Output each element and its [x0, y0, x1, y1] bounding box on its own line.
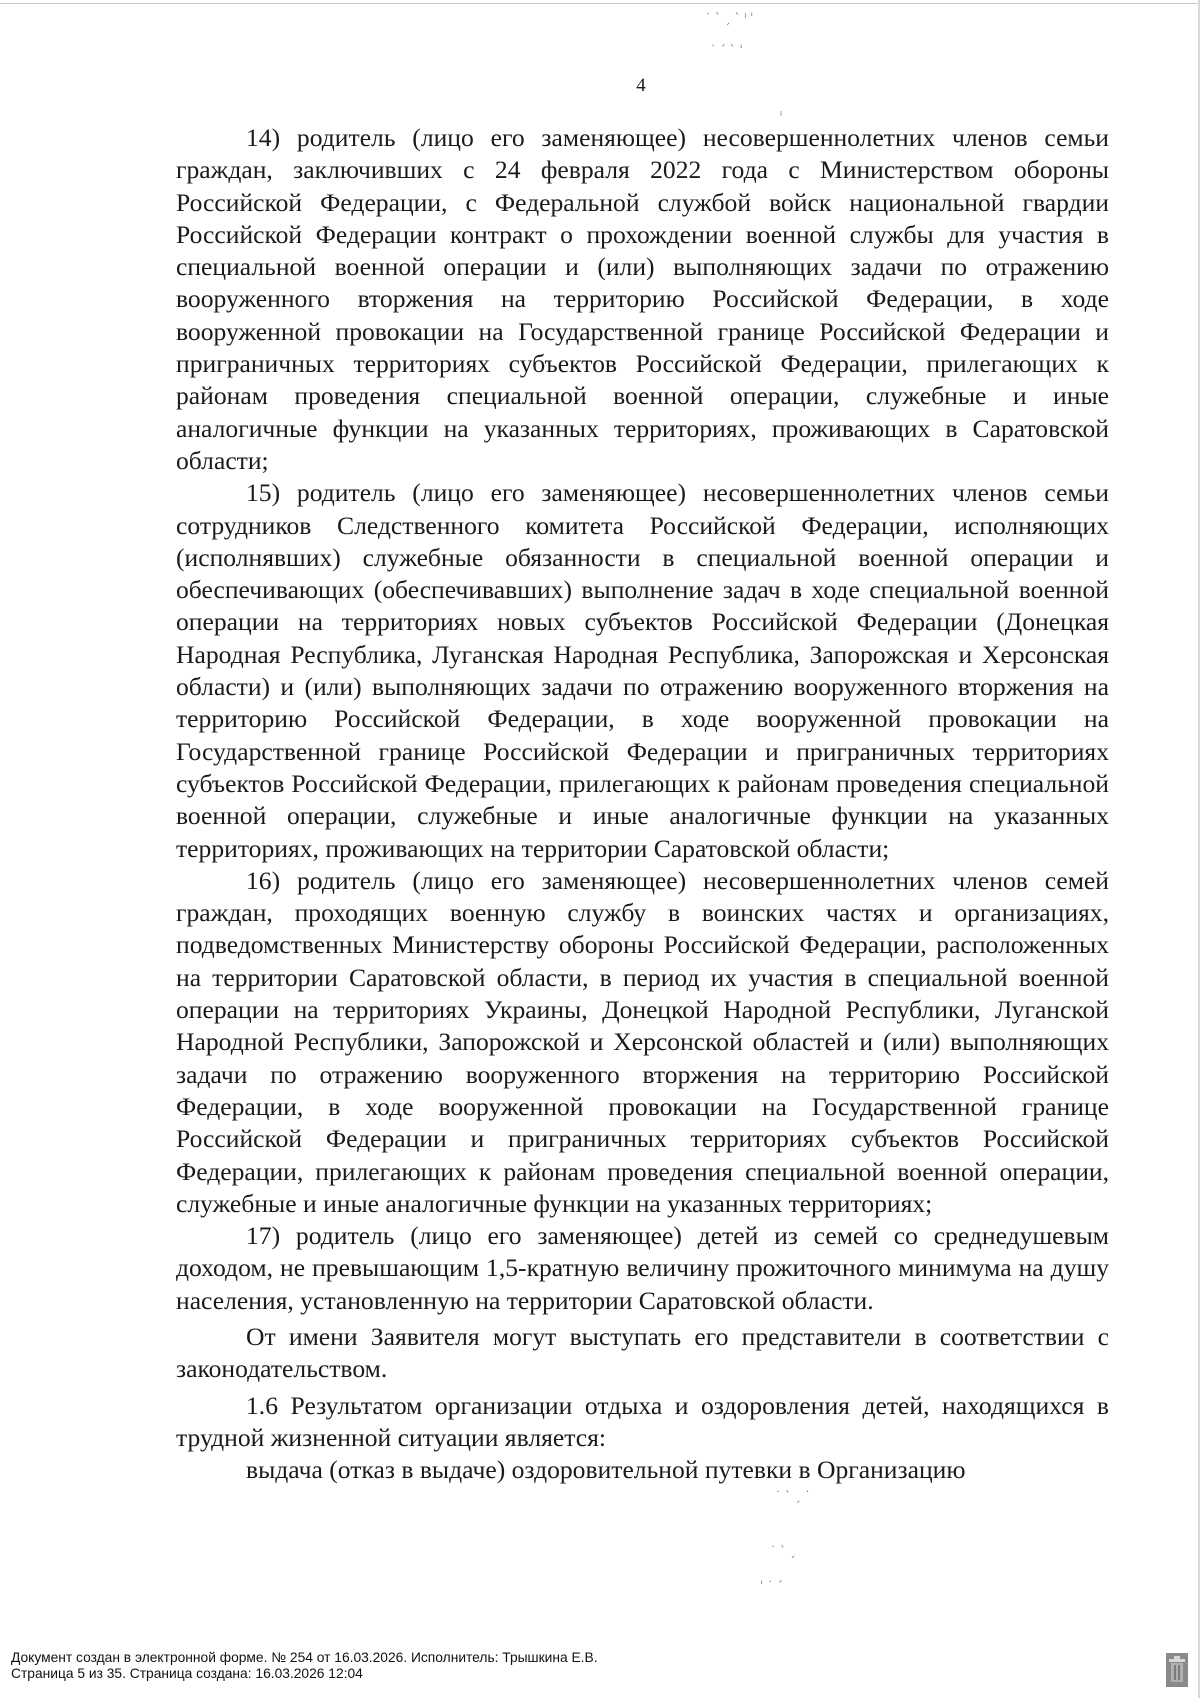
scan-noise: ˙ ˋ ˏ ˙: [775, 1489, 811, 1503]
scan-noise: ˙ ` ˏ ˋ ˡ ˈ: [705, 11, 754, 25]
paragraph-section-1-6: 1.6 Результатом организации отдыха и оздоровления детей, находящихся в трудной жизненной ситуации является:: [176, 1390, 1109, 1452]
paragraph-representatives: От имени Заявителя могут выступать его представители в соответствии с законодательством.: [176, 1321, 1109, 1384]
paragraph-item-17: 17) родитель (лицо его заменяющее) детей из семей со среднедушевым доходом, не превышающим 1,5-кратную величину прожиточного минимума на душу населения, установленную на территории Саратовской области.: [176, 1221, 1109, 1315]
paragraph-item-16: 16) родитель (лицо его заменяющее) несовершеннолетних членов семей граждан, проходящих военную службу в воинских частях и организациях, подведомственных Министерству обороны Российской Федерации, расположенных на территории Саратовской области, в период их участия в специальной военной операции на территориях Украины, Донецкой Народной Республики, Луганской Народной Республики, Запорожской и Херсонской областей и (или) выполняющих задачи по отражению вооруженного вторжения на территорию Российской Федерации, в ходе вооруженной провокации на Государственной границе Российской Федерации и приграничных территориях субъектов Российской Федерации, прилегающих к районам проведения специальной военной операции, служебные и иные аналогичные функции на указанных территориях;: [176, 865, 1109, 1218]
footer-document-info: Документ создан в электронной форме. № 254 от 16.03.2026. Исполнитель: Трышкина Е.В.: [11, 1650, 598, 1665]
page-number: 4: [636, 75, 646, 96]
document-body: [176, 122, 1109, 1486]
scan-noise: ˙ ˋ ˏ: [770, 1544, 796, 1558]
scan-noise: ˡ: [780, 109, 782, 123]
trash-icon[interactable]: [1166, 1653, 1188, 1687]
footer-page-info: Страница 5 из 35. Страница создана: 16.03.2026 12:04: [11, 1666, 363, 1681]
page-top-border: [0, 3, 1200, 4]
paragraph-item-14: 14) родитель (лицо его заменяющее) несовершеннолетних членов семьи граждан, заключивших с 24 февраля 2022 года с Министерством обороны Российской Федерации, с Федеральной службой войск национальной гвардии Российской Федерации контракт о прохождении военной службы для участия в специальной военной операции и (или) выполняющих задачи по отражению вооруженного вторжения на территорию Российской Федерации, в ходе вооруженной провокации на Государственной границе Российской Федерации и приграничных территориях субъектов Российской Федерации, прилегающих к районам проведения специальной военной операции, служебные и иные аналогичные функции на указанных территориях, проживающих в Саратовской области;: [176, 123, 1109, 475]
scan-noise: ˈ ˙ ˊ: [760, 1579, 783, 1593]
paragraph-item-15: 15) родитель (лицо его заменяющее) несовершеннолетних членов семьи сотрудников Следственного комитета Российской Федерации, исполняющих (исполнявших) служебные обязанности в специальной военной операции и обеспечивающих (обеспечивавших) выполнение задач в ходе специальной военной операции на территориях новых субъектов Российской Федерации (Донецкая Народная Республика, Луганская Народная Республика, Запорожская и Херсонская области) и (или) выполняющих задачи по отражению вооруженного вторжения на территорию Российской Федерации, в ходе вооруженной провокации на Государственной границе Российской Федерации и приграничных территориях субъектов Российской Федерации, прилегающих к районам проведения специальной военной операции, служебные и иные аналогичные функции на указанных территориях, проживающих на территории Саратовской области;: [176, 478, 1109, 863]
document-footer: [11, 1650, 598, 1682]
scan-noise: ˙ ˊ ˋ ˈ: [710, 43, 743, 57]
paragraph-result: выдача (отказ в выдаче) оздоровительной путевки в Организацию: [246, 1455, 966, 1485]
